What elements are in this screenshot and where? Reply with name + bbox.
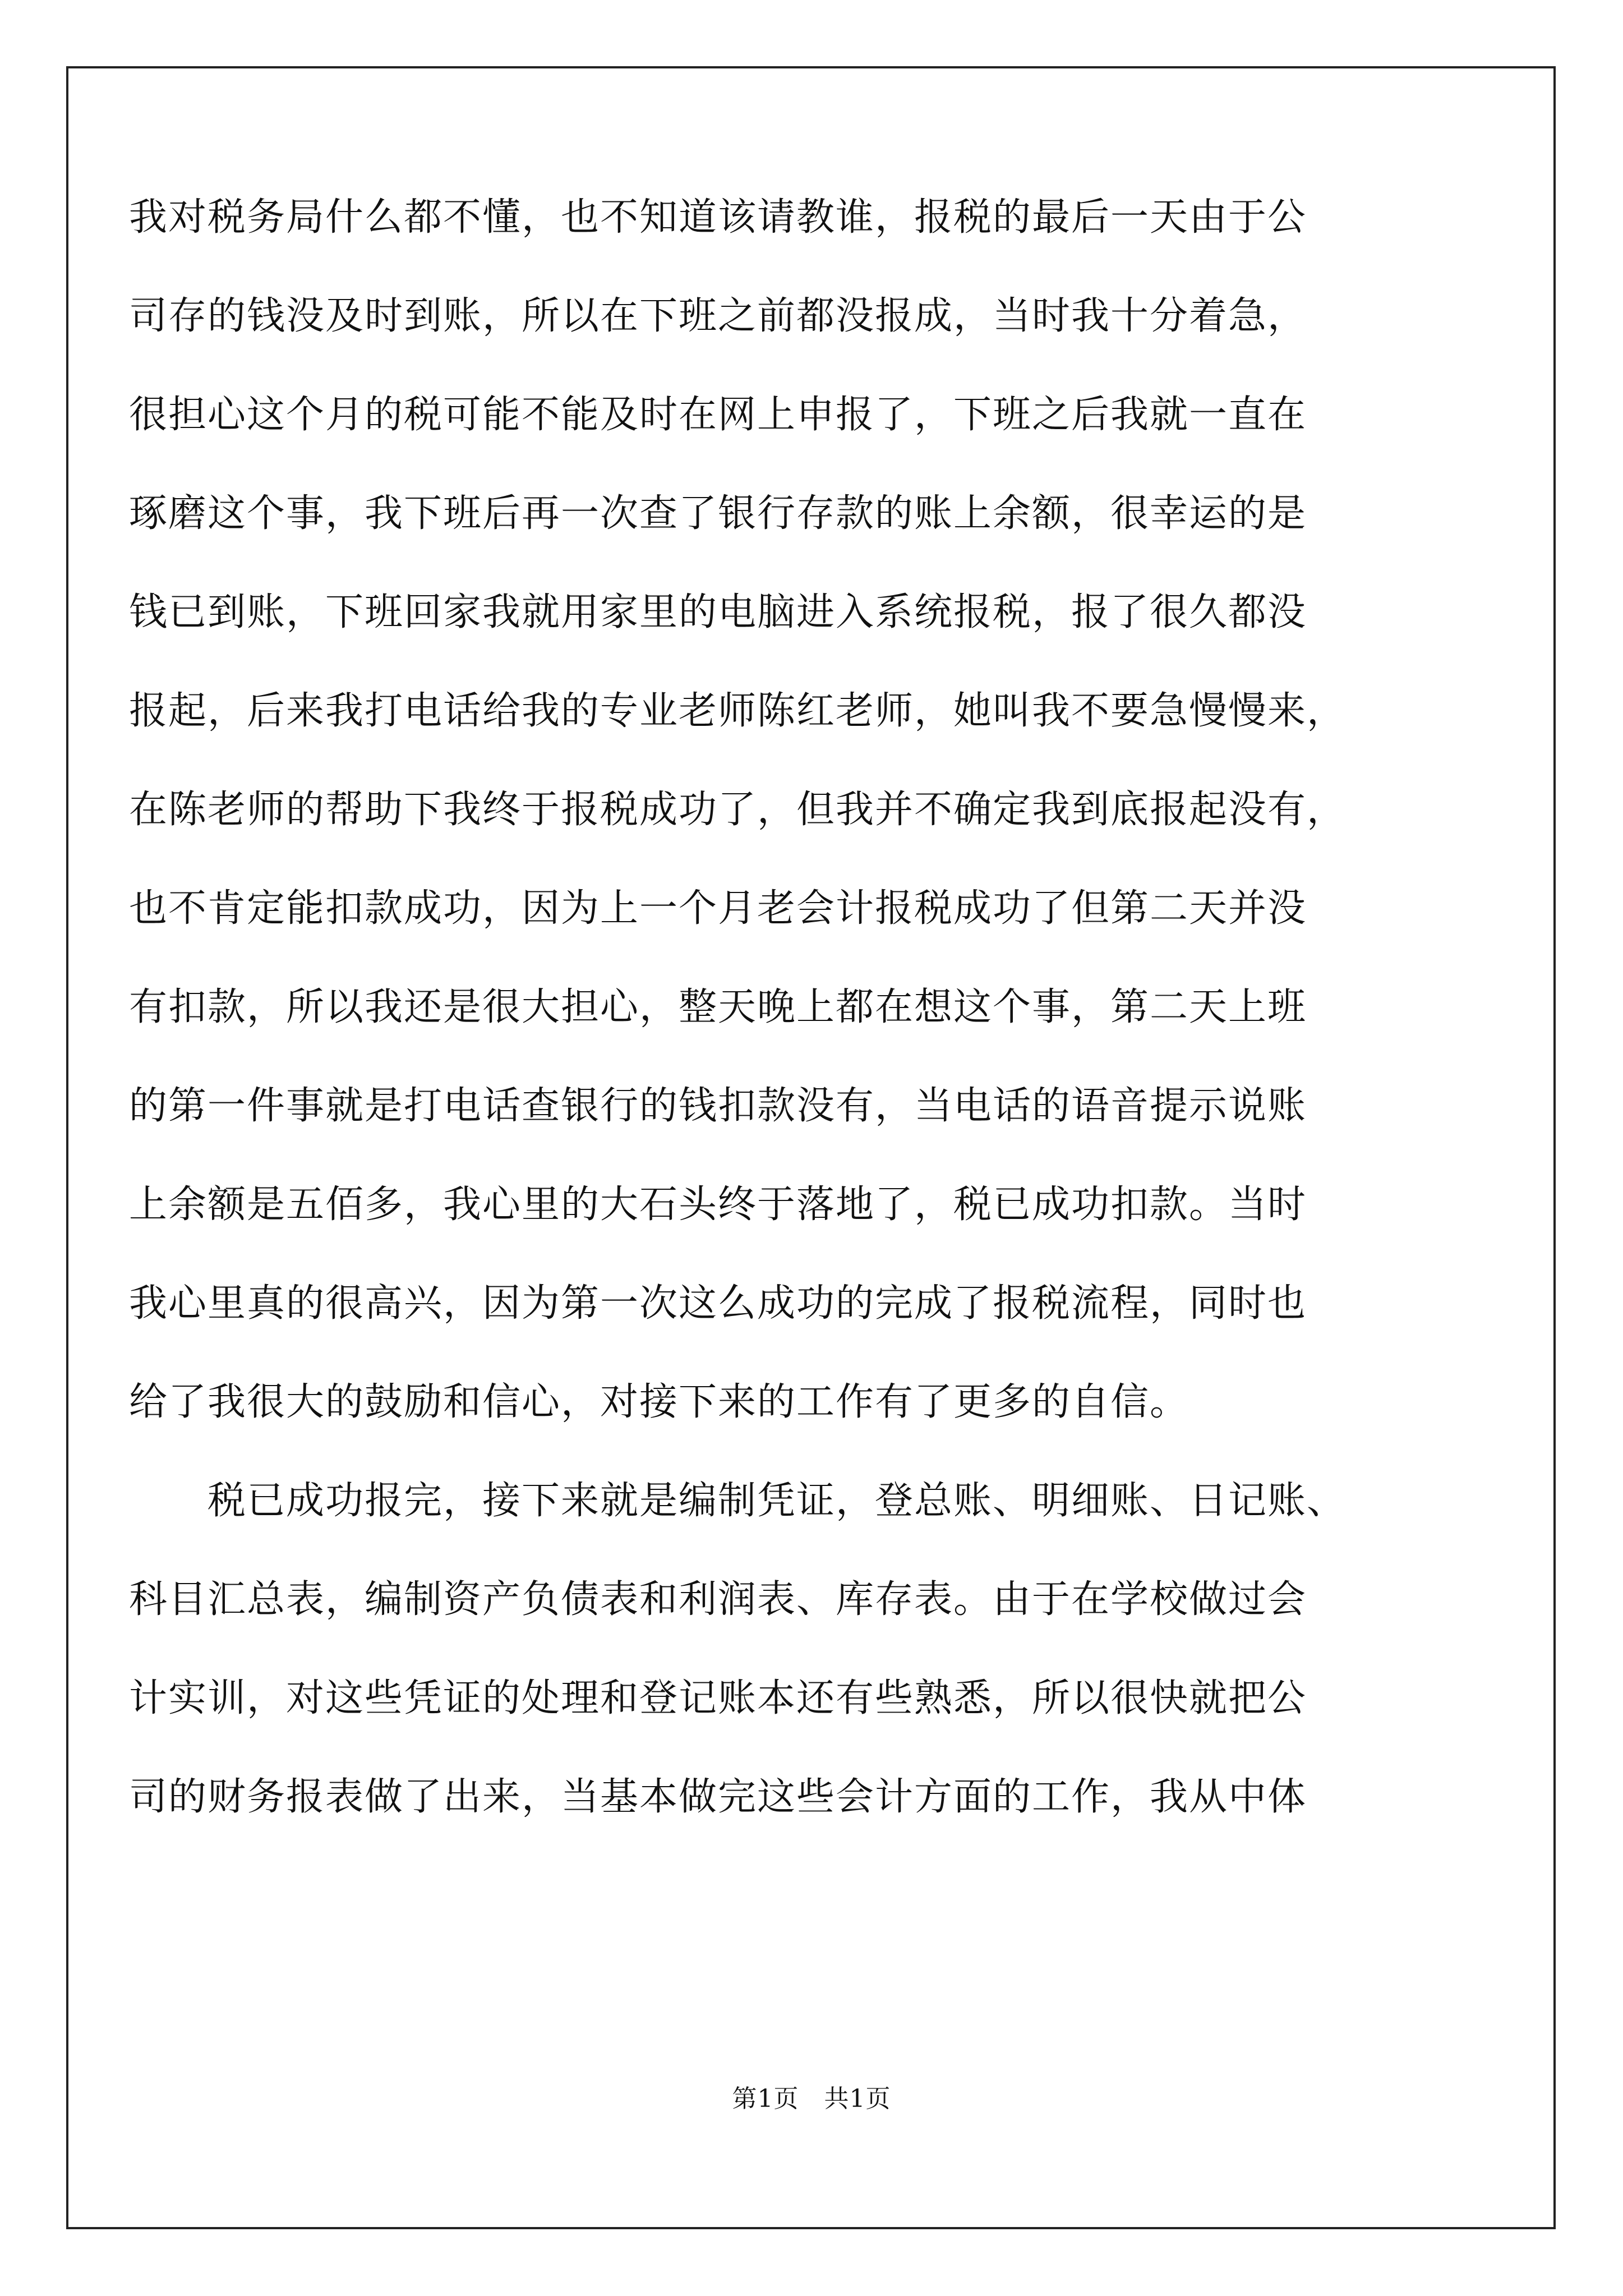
text-line: 报起，后来我打电话给我的专业老师陈红老师，她叫我不要急慢慢来，	[129, 689, 1347, 733]
text-line: 琢磨这个事，我下班后再一次查了银行存款的账上余额，很幸运的是	[129, 491, 1307, 536]
page-number-footer: 第1页 共1页	[732, 2085, 891, 2113]
text-line: 很担心这个月的税可能不能及时在网上申报了，下班之后我就一直在	[129, 393, 1307, 437]
text-line: 给了我很大的鼓励和信心，对接下来的工作有了更多的自信。	[129, 1380, 1189, 1424]
text-line: 也不肯定能扣款成功，因为上一个月老会计报税成功了但第二天并没	[129, 886, 1307, 931]
text-line: 司的财务报表做了出来，当基本做完这些会计方面的工作，我从中体	[129, 1775, 1307, 1819]
text-line: 的第一件事就是打电话查银行的钱扣款没有，当电话的语音提示说账	[129, 1084, 1307, 1128]
text-line: 钱已到账，下班回家我就用家里的电脑进入系统报税，报了很久都没	[129, 590, 1307, 634]
document-body	[129, 168, 1453, 1847]
text-line: 有扣款，所以我还是很大担心，整天晚上都在想这个事，第二天上班	[129, 985, 1307, 1029]
text-line: 司存的钱没及时到账，所以在下班之前都没报成，当时我十分着急，	[129, 294, 1307, 338]
text-line: 科目汇总表，编制资产负债表和利润表、库存表。由于在学校做过会	[129, 1577, 1307, 1622]
text-line: 计实训，对这些凭证的处理和登记账本还有些熟悉，所以很快就把公	[129, 1676, 1307, 1720]
paragraph-start-line: 税已成功报完，接下来就是编制凭证，登总账、明细账、日记账、	[129, 1479, 1347, 1523]
text-line: 上余额是五佰多，我心里的大石头终于落地了，税已成功扣款。当时	[129, 1182, 1307, 1227]
text-line: 我心里真的很高兴，因为第一次这么成功的完成了报税流程，同时也	[129, 1281, 1307, 1326]
text-line: 我对税务局什么都不懂，也不知道该请教谁，报税的最后一天由于公	[129, 195, 1307, 240]
text-line: 在陈老师的帮助下我终于报税成功了，但我并不确定我到底报起没有，	[129, 788, 1347, 832]
